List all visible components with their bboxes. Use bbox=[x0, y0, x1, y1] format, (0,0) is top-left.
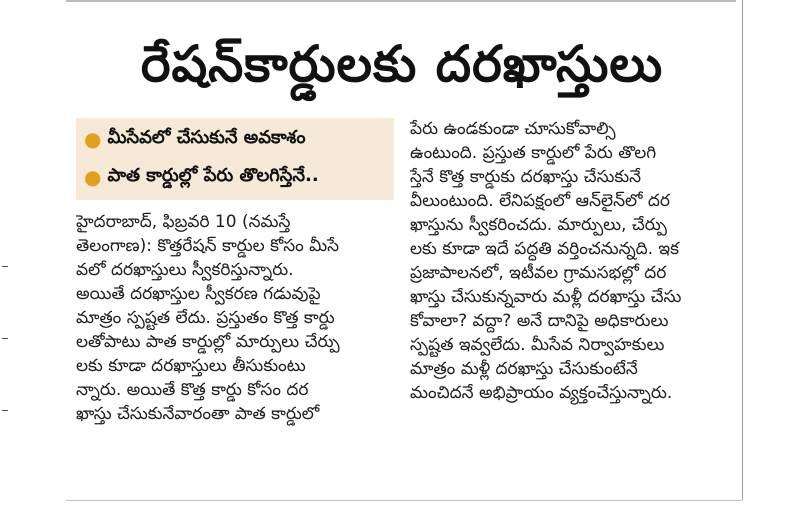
highlight-item bbox=[84, 122, 305, 156]
body-line: అయితే దరఖాస్తుల స్వీకరణ గడువుపై bbox=[76, 284, 321, 304]
body-line: ఉంటుంది. ప్రస్తుత కార్డులో పేరు తొలగి bbox=[410, 143, 657, 163]
body-line: ప్రజాపాలనలో, ఇటీవల గ్రామసభల్లో దర bbox=[410, 263, 667, 283]
body-line: లకు కూడా ఇదే పద్ధతి వర్తించనున్నది. ఇక bbox=[410, 239, 679, 259]
body-line: లతోపాటు పాత కార్డుల్లో మార్పులు చేర్పు bbox=[76, 332, 340, 352]
body-line: మంచిదనే అభిప్రాయం వ్యక్తంచేస్తున్నారు. bbox=[410, 383, 673, 403]
body-line: మాత్రం స్పష్టత లేదు. ప్రస్తుతం కొత్త కార్డు bbox=[76, 308, 335, 328]
body-line: కోవాలా? వద్దా? అనే దానిపై అధికారులు bbox=[410, 311, 669, 331]
highlight-text: మీసేవలో చేసుకునే అవకాశం bbox=[107, 126, 306, 148]
body-line: ఖాస్తు చేసుకునేవారంతా పాత కార్డులో bbox=[76, 404, 320, 424]
body-line: ఖాస్తు చేసుకున్నవారు మళ్లీ దరఖాస్తు చేసు bbox=[410, 287, 682, 307]
column-divider bbox=[742, 0, 743, 500]
body-line: తెలంగాణ): కొత్తరేషన్ కార్డుల కోసం మీసే bbox=[76, 236, 340, 256]
article-headline: రేషన్‌కార్డులకు దరఖాస్తులు bbox=[140, 35, 664, 93]
bottom-rule bbox=[66, 500, 742, 501]
highlights-box bbox=[76, 118, 394, 200]
bullet-icon: ● bbox=[84, 127, 102, 151]
body-line: స్తేనే కొత్త కార్డుకు దరఖాస్తు చేసుకునే bbox=[410, 167, 642, 187]
body-line: ఖాస్తును స్వీకరించదు. మార్పులు, చేర్పు bbox=[410, 215, 667, 235]
highlight-item bbox=[84, 160, 319, 194]
body-line: హైదరాబాద్, ఫిబ్రవరి 10 (నమస్తే bbox=[76, 212, 291, 232]
body-line: వీలుంటుంది. లేనిపక్షంలో ఆన్‌లైన్‌లో దర bbox=[410, 191, 671, 211]
top-rule bbox=[66, 0, 736, 2]
article-body-left bbox=[76, 210, 396, 426]
body-line: పేరు ఉండకుండా చూసుకోవాల్సి bbox=[410, 119, 616, 139]
body-line: లకు కూడా దరఖాస్తులు తీసుకుంటు bbox=[76, 356, 306, 376]
bullet-icon: ● bbox=[84, 165, 102, 189]
body-line: వలో దరఖాస్తులు స్వీకరిస్తున్నారు. bbox=[76, 260, 294, 280]
adjacent-column-fragment bbox=[0, 60, 14, 500]
body-line: మాత్రం మళ్లీ దరఖాస్తు చేసుకుంటేనే bbox=[410, 359, 638, 379]
body-line: న్నారు. అయితే కొత్త కార్డు కోసం దర bbox=[76, 380, 309, 400]
highlight-text: పాత కార్డుల్లో పేరు తొలగిస్తేనే.. bbox=[107, 164, 319, 186]
body-line: స్పష్టత ఇవ్వలేదు. మీసేవ నిర్వాహకులు bbox=[410, 335, 665, 355]
article-body-right bbox=[410, 117, 732, 405]
